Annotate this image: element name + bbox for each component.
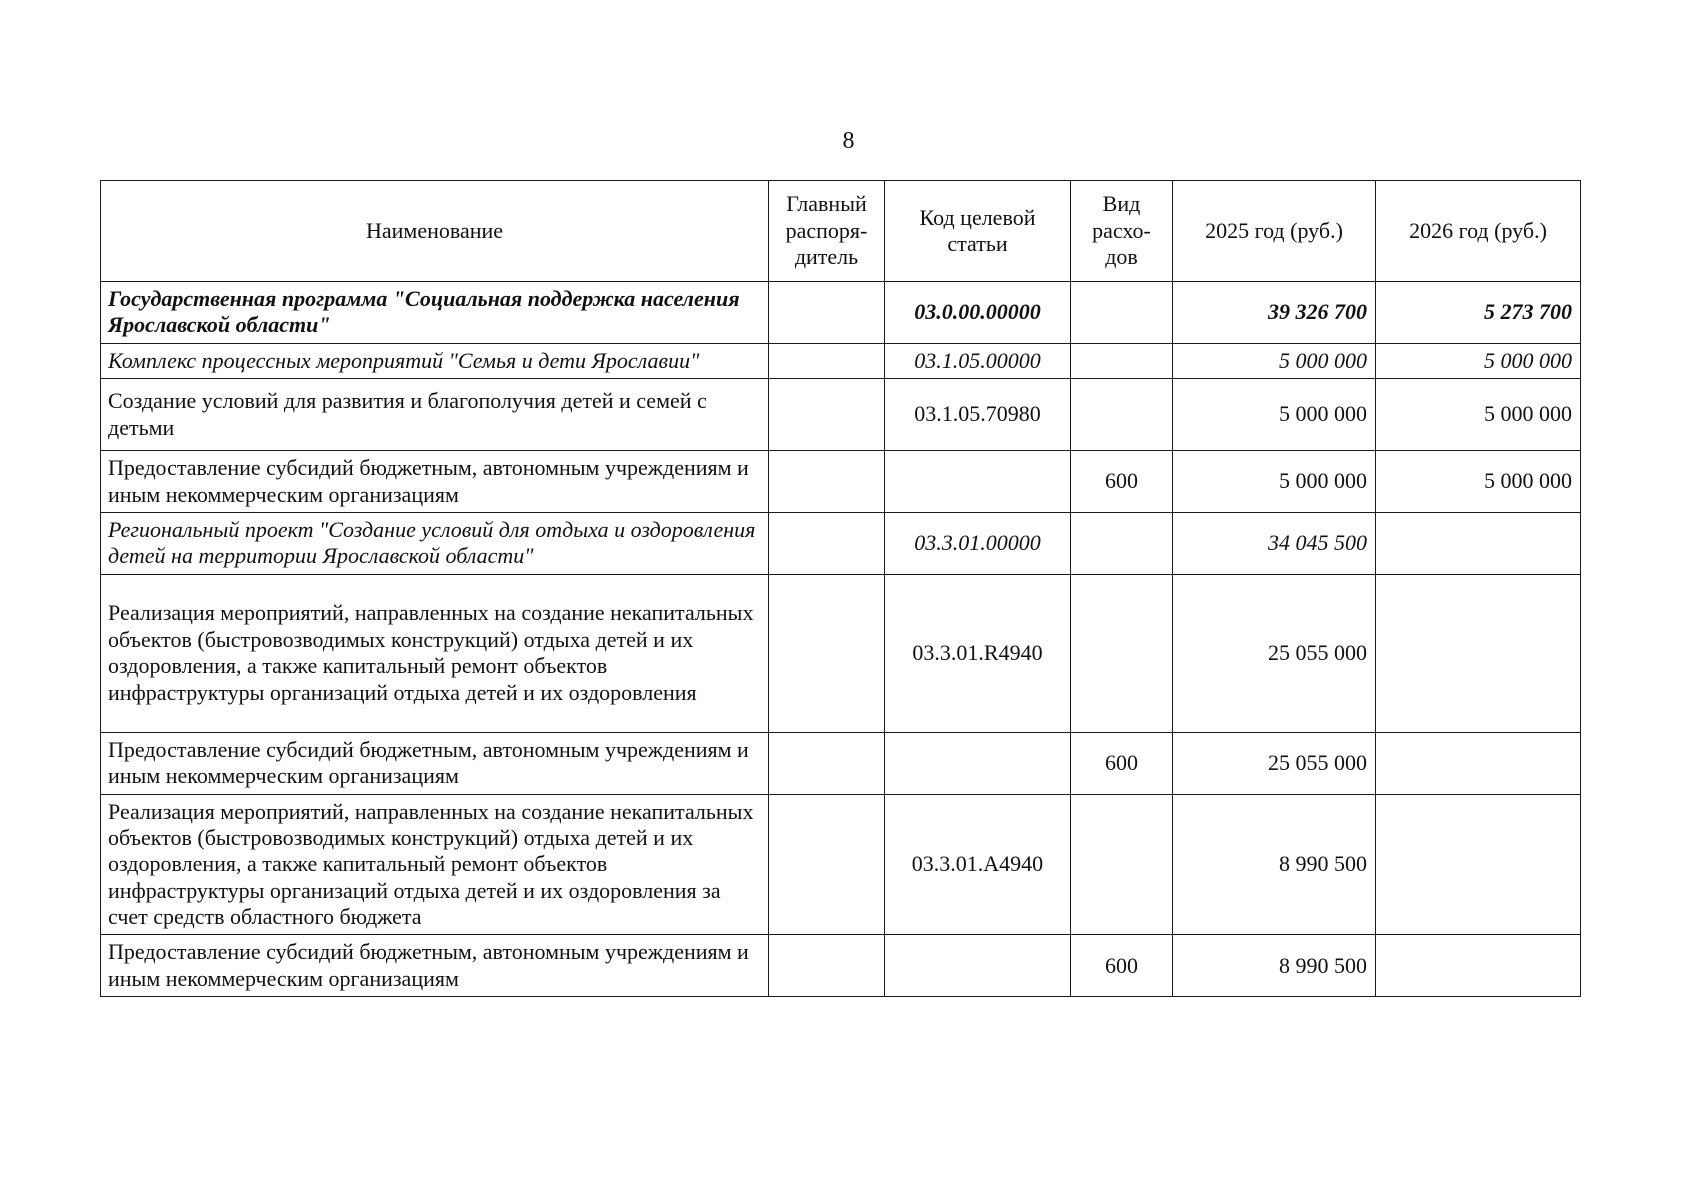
row-2026-amount-cell (1376, 732, 1581, 794)
row-2025-amount-cell: 34 045 500 (1173, 512, 1376, 574)
row-manager-cell (769, 512, 885, 574)
table-row (101, 343, 1581, 378)
column-header-2025: 2025 год (руб.) (1173, 181, 1376, 282)
row-manager-cell (769, 343, 885, 378)
row-name-cell: Предоставление субсидий бюджетным, автономным учреждениям и иным некоммерческим организациям (101, 935, 769, 997)
row-2026-amount-cell (1376, 574, 1581, 732)
row-2026-amount-cell: 5 273 700 (1376, 282, 1581, 344)
row-code-cell: 03.1.05.70980 (885, 379, 1071, 451)
row-expense-type-cell (1071, 343, 1173, 378)
table-row (101, 379, 1581, 451)
row-manager-cell (769, 379, 885, 451)
column-header-expense-type: Вид расхо-дов (1071, 181, 1173, 282)
table-row (101, 512, 1581, 574)
row-manager-cell (769, 794, 885, 935)
row-name-cell: Комплекс процессных мероприятий "Семья и дети Ярославии" (101, 343, 769, 378)
row-expense-type-cell: 600 (1071, 935, 1173, 997)
row-2025-amount-cell: 5 000 000 (1173, 343, 1376, 378)
row-name-cell: Предоставление субсидий бюджетным, автономным учреждениям и иным некоммерческим организациям (101, 732, 769, 794)
column-header-2026: 2026 год (руб.) (1376, 181, 1581, 282)
row-2025-amount-cell: 8 990 500 (1173, 935, 1376, 997)
row-2025-amount-cell: 5 000 000 (1173, 451, 1376, 513)
table-header-row (101, 181, 1581, 282)
row-code-cell: 03.3.01.00000 (885, 512, 1071, 574)
row-2025-amount-cell: 25 055 000 (1173, 574, 1376, 732)
row-name-cell: Региональный проект "Создание условий для отдыха и оздоровления детей на территории Ярославской области" (101, 512, 769, 574)
row-expense-type-cell (1071, 794, 1173, 935)
row-code-cell: 03.3.01.R4940 (885, 574, 1071, 732)
row-name-cell: Реализация мероприятий, направленных на создание некапитальных объектов (быстровозводимых конструкций) отдыха детей и их оздоровления, а также капитальный ремонт объектов инфраструктуры организаций отдыха детей и их оздоровления (101, 574, 769, 732)
column-header-name: Наименование (101, 181, 769, 282)
row-code-cell: 03.0.00.00000 (885, 282, 1071, 344)
row-2026-amount-cell: 5 000 000 (1376, 451, 1581, 513)
page-number: 8 (842, 128, 855, 154)
row-code-cell (885, 935, 1071, 997)
row-name-cell: Предоставление субсидий бюджетным, автономным учреждениям и иным некоммерческим организациям (101, 451, 769, 513)
row-manager-cell (769, 451, 885, 513)
row-expense-type-cell: 600 (1071, 732, 1173, 794)
row-2025-amount-cell: 39 326 700 (1173, 282, 1376, 344)
row-2026-amount-cell (1376, 512, 1581, 574)
row-manager-cell (769, 732, 885, 794)
row-manager-cell (769, 574, 885, 732)
table-row (101, 451, 1581, 513)
row-manager-cell (769, 282, 885, 344)
row-code-cell: 03.1.05.00000 (885, 343, 1071, 378)
row-name-cell: Реализация мероприятий, направленных на создание некапитальных объектов (быстровозводимых конструкций) отдыха детей и их оздоровления, а также капитальный ремонт объектов инфраструктуры организаций отдыха детей и их оздоровления за счет средств областного бюджета (101, 794, 769, 935)
row-2025-amount-cell: 5 000 000 (1173, 379, 1376, 451)
row-2025-amount-cell: 8 990 500 (1173, 794, 1376, 935)
column-header-manager: Главный распоря-дитель (769, 181, 885, 282)
row-name-cell: Создание условий для развития и благополучия детей и семей с детьми (101, 379, 769, 451)
row-code-cell: 03.3.01.А4940 (885, 794, 1071, 935)
row-expense-type-cell (1071, 512, 1173, 574)
row-code-cell (885, 451, 1071, 513)
table-row (101, 794, 1581, 935)
budget-table (100, 180, 1581, 997)
row-expense-type-cell (1071, 282, 1173, 344)
row-expense-type-cell (1071, 379, 1173, 451)
table-row (101, 935, 1581, 997)
row-2026-amount-cell: 5 000 000 (1376, 343, 1581, 378)
row-2026-amount-cell: 5 000 000 (1376, 379, 1581, 451)
row-2025-amount-cell: 25 055 000 (1173, 732, 1376, 794)
table-row (101, 574, 1581, 732)
row-code-cell (885, 732, 1071, 794)
row-expense-type-cell (1071, 574, 1173, 732)
row-manager-cell (769, 935, 885, 997)
table-row (101, 732, 1581, 794)
row-name-cell: Государственная программа "Социальная поддержка населения Ярославской области" (101, 282, 769, 344)
row-expense-type-cell: 600 (1071, 451, 1173, 513)
column-header-code: Код целевой статьи (885, 181, 1071, 282)
table-body (101, 282, 1581, 997)
row-2026-amount-cell (1376, 794, 1581, 935)
table-row (101, 282, 1581, 344)
row-2026-amount-cell (1376, 935, 1581, 997)
